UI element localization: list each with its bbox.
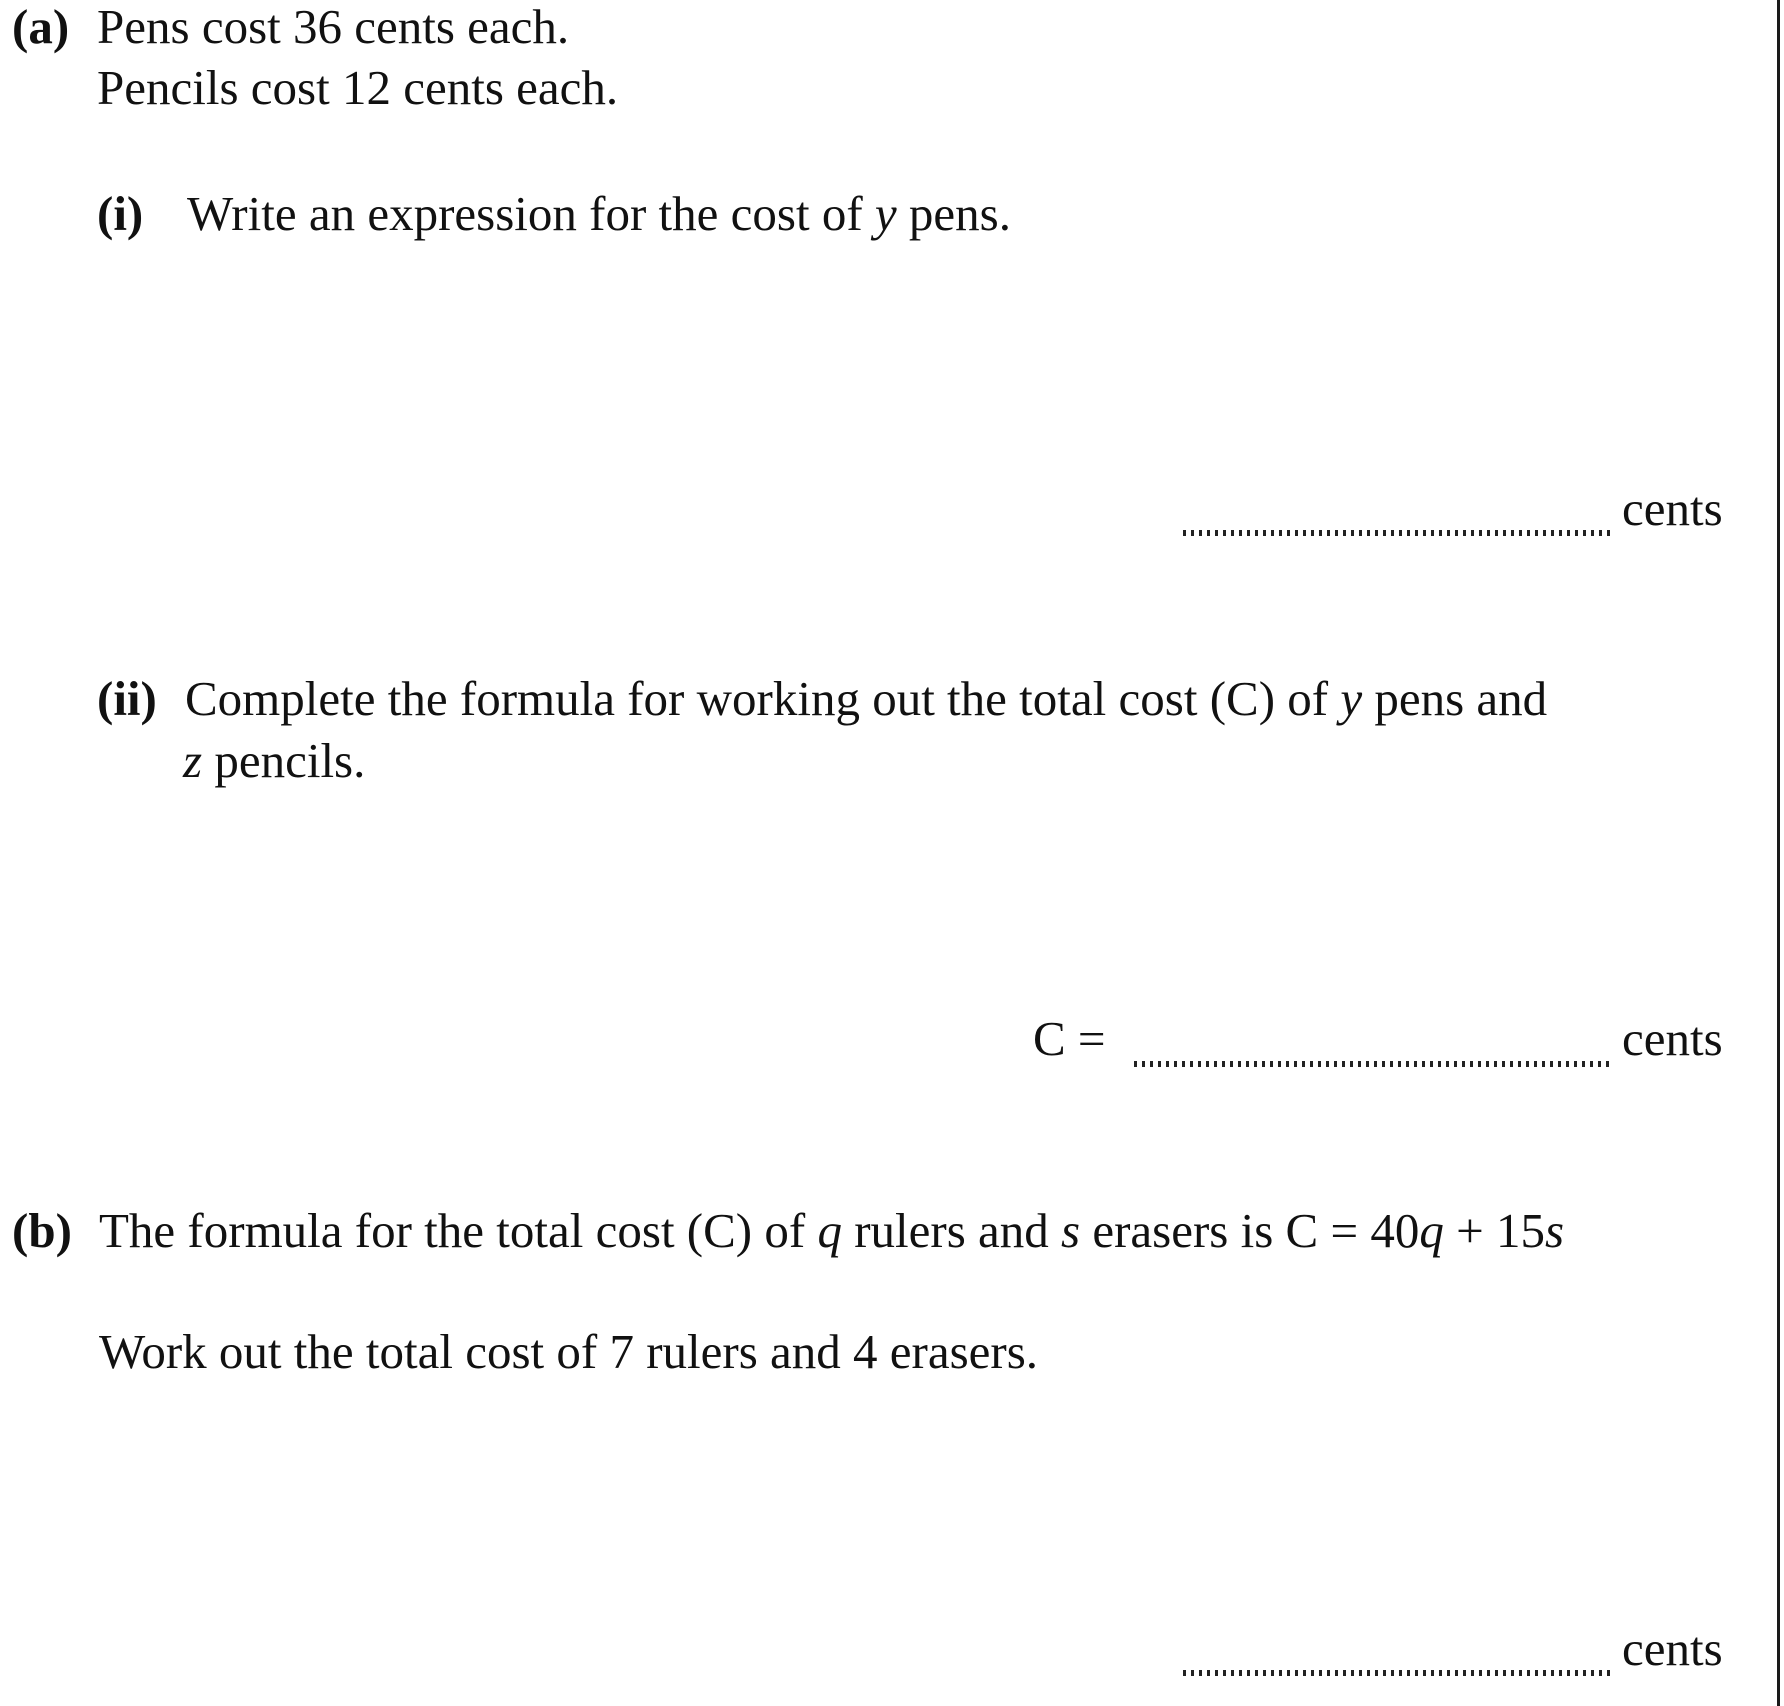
part-a-line1: Pens cost 36 cents each.	[97, 0, 570, 54]
variable-s: s	[1061, 1203, 1081, 1258]
question-ii-label: (ii)	[97, 671, 157, 726]
variable-y: y	[874, 186, 897, 241]
answer-line-b[interactable]	[1183, 1670, 1613, 1676]
part-a-line2: Pencils cost 12 cents each.	[97, 60, 619, 115]
answer-line-i[interactable]	[1183, 530, 1613, 536]
answer-unit-i: cents	[1622, 481, 1723, 536]
part-b-formula-text: The formula for the total cost (C) of q rulers and s erasers is C = 40q + 15s	[99, 1203, 1565, 1258]
answer-unit-ii: cents	[1622, 1011, 1723, 1066]
question-i-label: (i)	[97, 186, 144, 241]
answer-prefix-c: C =	[1033, 1011, 1106, 1066]
answer-unit-b: cents	[1622, 1621, 1723, 1676]
variable-y: y	[1340, 671, 1363, 726]
page-border-right	[1777, 0, 1780, 1706]
part-b-label: (b)	[12, 1203, 72, 1258]
formula-q: q	[1419, 1203, 1444, 1258]
variable-z: z	[183, 733, 203, 788]
answer-line-ii[interactable]	[1134, 1061, 1613, 1067]
formula-s: s	[1545, 1203, 1565, 1258]
question-ii-text-line1: Complete the formula for working out the total cost (C) of y pens and	[185, 671, 1548, 726]
question-i-text: Write an expression for the cost of y pens.	[187, 186, 1011, 241]
variable-q: q	[817, 1203, 842, 1258]
question-ii-text-line2: z pencils.	[183, 733, 366, 788]
part-a-label: (a)	[12, 0, 70, 54]
part-b-task: Work out the total cost of 7 rulers and 4 erasers.	[99, 1324, 1039, 1379]
